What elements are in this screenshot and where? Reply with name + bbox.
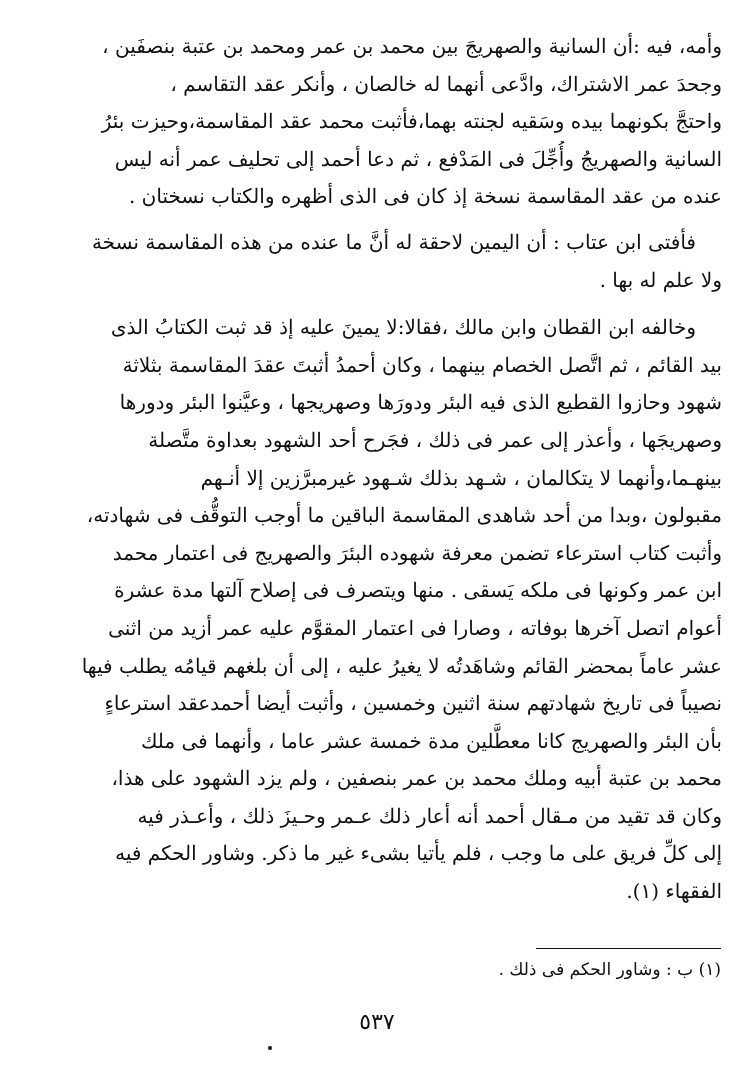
paragraph-1 [60,28,722,216]
text-line: ولا علم له بها . [599,267,722,292]
page-number: ٥٣٧ [359,1010,395,1035]
text-line: وأمه، فيه :أن السانية والصهريجَ بين محمد بن عمر ومحمد بن عتبة بنصفَين ، [102,34,722,58]
text-line: إلى كلِّ فريق على ما وجب ، فلم يأتيا بشىء غير ما ذكر. وشاور الحكم فيه [115,841,722,866]
text-line: وكان قد تقيد من مـقال أحمد أنه أعار ذلك عـمر وحـيزَ ذلك ، وأعـذر فيه [137,803,722,828]
text-line: بيد القائم ، ثم اتَّصل الخصام بينهما ، وكان أحمدُ أثبتَ عقدَ المقاسمة بثلاثة [122,352,722,377]
text-line: بينهـما،وأنهما لا يتكالمان ، شـهد بذلك شـهود غيرمبرَّزين إلا أنـهم [200,465,722,490]
text-line: وأثبت كتاب استرعاء تضمن معرفة شهوده البئرَ والصهريج فى اعتمار محمد [112,540,722,565]
page-body [60,28,722,911]
text-line: أعوام اتصل آخرها بوفاته ، وصارا فى اعتمار المقوَّم عليه عمر أزيد من اثنى [108,615,722,640]
text-line: السانية والصهريجُ وأُجِّلَ فى المَدْفع ، ثم دعا أحمد إلى تحليف عمر أنه ليس [114,146,722,171]
text-line: وصهريجَها ، وأعذر إلى عمر فى ذلك ، فجَرح أحد الشهود بعداوة متَّصلة [148,427,722,452]
text-line: مقبولون ،وبدا من أحد شاهدى المقاسمة الباقين ما أوجب التوقُّف فى شهادته، [86,503,722,528]
text-line: وخالفه ابن القطان وابن مالك ،فقالا:لا يمينَ عليه إذ قد ثبت الكتابُ الذى [110,315,696,340]
footnote: (١) ب : وشاور الحكم فى ذلك . [498,960,721,980]
text-line: شهود وحازوا القطيع الذى فيه البئر ودورَها وصهريجها ، وعيَّنوا البئر ودورها [119,390,722,415]
text-line: بأن البئر والصهريج كانا معطَّلين مدة خمسة عشر عاما ، وأنهما فى ملك [140,728,722,753]
text-line: عنده من عقد المقاسمة نسخة إذ كان فى الذى أظهره والكتاب نسختان . [128,184,722,209]
text-line: فأفتى ابن عتاب : أن اليمين لاحقة له أنَّ ما عنده من هذه المقاسمة نسخة [91,229,696,254]
text-line: ابن عمر وكونها فى ملكه يَسقى . منها ويتصرف فى إصلاح آلتها مدة عشرة [114,578,722,603]
text-line: عشر عاماً بمحضر القائم وشاهَدتُه لا يغيرُ عليه ، إلى أن بلغهم قيامُه يطلب فيها [81,653,722,678]
text-line: وجحدَ عمر الاشتراك، وادَّعى أنهما له خالصان ، وأنكر عقد التقاسم ، [170,71,722,96]
text-line: الفقهاء (١). [626,879,722,904]
text-line: محمد بن عتبة أبيه وملك محمد بن عمر بنصفين ، ولم يزد الشهود على هذا، [111,766,722,791]
paragraph-3 [60,309,722,911]
footnote-divider [536,948,721,949]
text-line: واحتجَّ بكونهما بيده وسَقيه لجنته بهما،فأثبت محمد عقد المقاسمة،وحيزت بئرُ [101,109,722,134]
print-speck [268,1046,272,1050]
text-line: نصيباً فى تاريخ شهادتهم سنة اثنين وخمسين ، وأثبت أيضا أحمدعقد استرعاءٍ [104,691,722,716]
paragraph-2 [60,224,722,299]
